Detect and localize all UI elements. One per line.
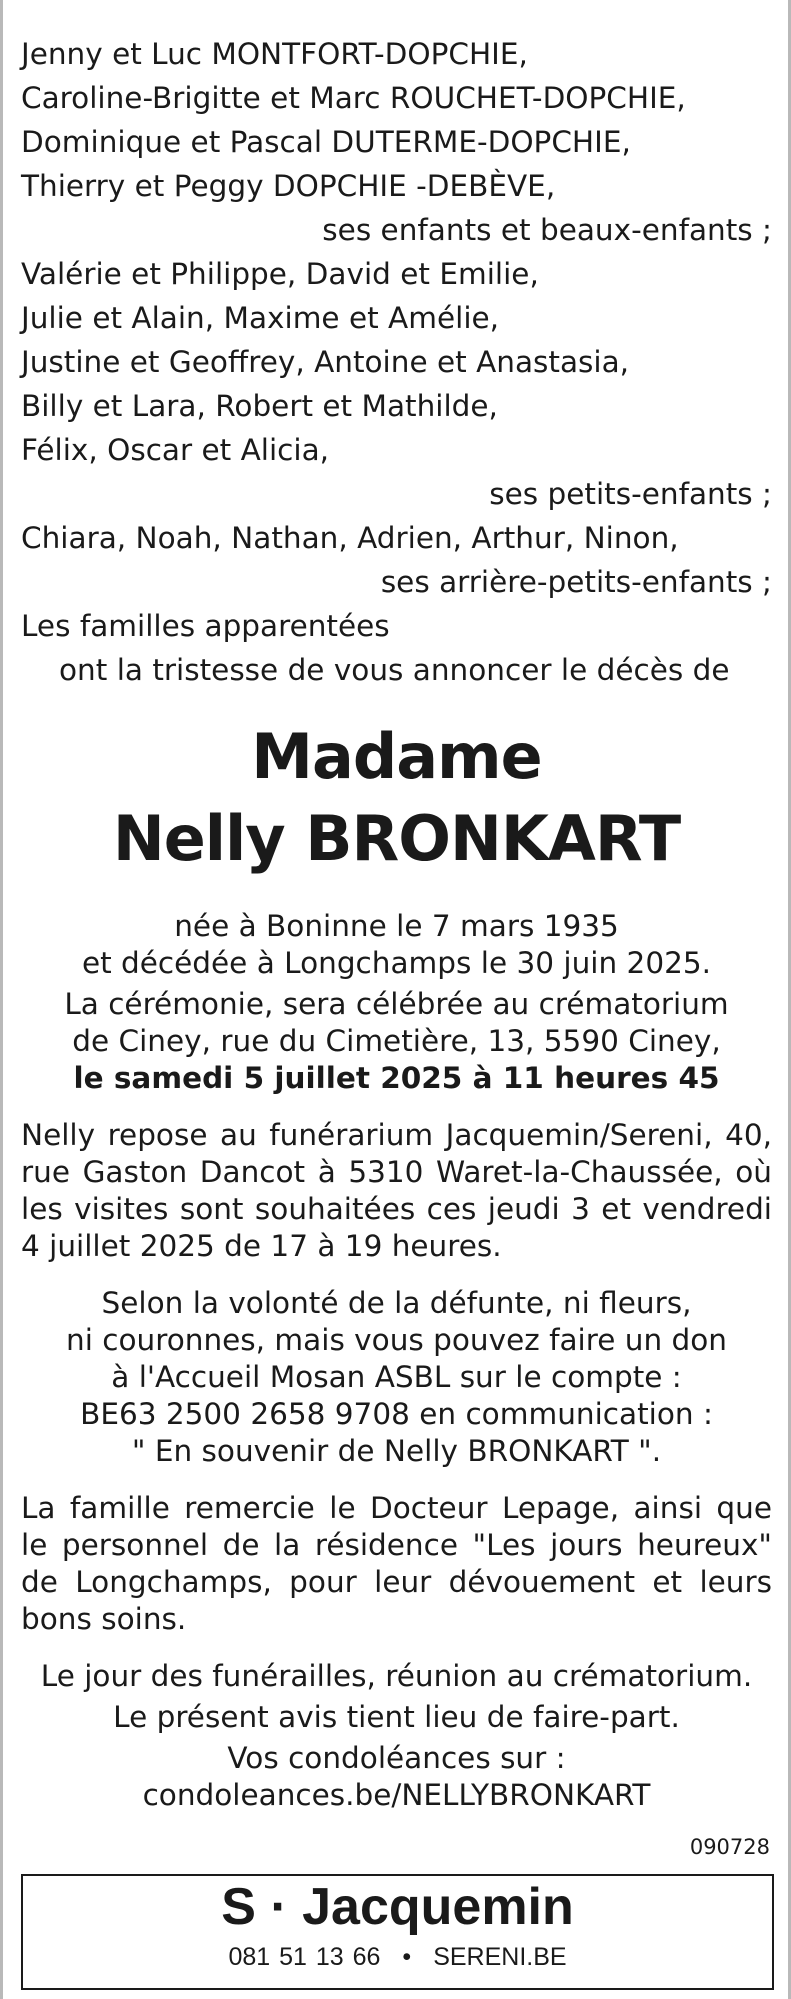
funeral-home-logo: S · Jacquemin [221, 1878, 574, 1936]
announcement-line: ont la tristesse de vous annoncer le décès de [59, 653, 730, 687]
deceased-name-block [21, 716, 772, 880]
grandchildren-line: Justine et Geoffrey, Antoine et Anastasia, [21, 345, 630, 379]
ceremony-info [21, 986, 772, 1097]
visitation-paragraph: Nelly repose au funérarium Jacquemin/Sereni, 40, rue Gaston Dancot à 5310 Waret-la-Chaussée, où les visites sont souhaitées ces jeudi 3 et vendredi 4 juillet 2025 de 17 à 19 heures. [21, 1118, 772, 1263]
deceased-name: Nelly BRONKART [112, 802, 681, 875]
reunion-line: Le jour des funérailles, réunion au crématorium. [40, 1659, 753, 1693]
life-dates [21, 908, 772, 982]
death-line: et décédée à Longchamps le 30 juin 2025. [81, 946, 712, 980]
funeral-home-banner [21, 1874, 774, 1990]
children-line: Caroline-Brigitte et Marc ROUCHET-DOPCHIE, [21, 81, 686, 115]
condolences-label: Vos condoléances sur : [227, 1741, 566, 1775]
funeral-home-phone: 081 51 13 66 [228, 1943, 381, 1971]
children-line: Jenny et Luc MONTFORT-DOPCHIE, [21, 37, 528, 71]
donation-line: Selon la volonté de la défunte, ni fleurs, [101, 1286, 692, 1320]
deceased-title: Madame [251, 720, 542, 793]
donation-info [21, 1285, 772, 1470]
donation-line: à l'Accueil Mosan ASBL sur le compte : [111, 1360, 682, 1394]
great-grandchildren-label: ses arrière-petits-enfants ; [380, 565, 772, 599]
notice-body [3, 0, 788, 1814]
donation-account: BE63 2500 2658 9708 en communication : [80, 1397, 713, 1431]
birth-line: née à Boninne le 7 mars 1935 [174, 909, 619, 943]
donation-line: " En souvenir de Nelly BRONKART ". [131, 1434, 662, 1468]
children-list [21, 32, 772, 252]
ceremony-line: de Ciney, rue du Cimetière, 13, 5590 Ciney, [72, 1024, 721, 1058]
grandchildren-line: Félix, Oscar et Alicia, [21, 433, 330, 467]
children-line: Thierry et Peggy DOPCHIE -DEBÈVE, [21, 169, 556, 203]
reference-number: 090728 [689, 1835, 770, 1859]
grandchildren-line: Billy et Lara, Robert et Mathilde, [21, 389, 498, 423]
children-line: Dominique et Pascal DUTERME-DOPCHIE, [21, 125, 631, 159]
thanks-paragraph: La famille remercie le Docteur Lepage, ainsi que le personnel de la résidence "Les jours heureux" de Longchamps, pour leur dévouement et leurs bons soins. [21, 1491, 772, 1636]
grandchildren-line: Valérie et Philippe, David et Emilie, [21, 257, 539, 291]
closing-info [21, 1658, 772, 1814]
grandchildren-line: Julie et Alain, Maxime et Amélie, [21, 301, 500, 335]
faire-part-line: Le présent avis tient lieu de faire-part. [113, 1700, 680, 1734]
children-label: ses enfants et beaux-enfants ; [322, 213, 772, 247]
bullet-separator: • [402, 1943, 412, 1971]
great-grandchildren-line: Chiara, Noah, Nathan, Adrien, Arthur, Ninon, [21, 521, 679, 555]
donation-line: ni couronnes, mais vous pouvez faire un don [66, 1323, 727, 1357]
condolences-link[interactable]: condoleances.be/NELLYBRONKART [142, 1778, 651, 1812]
ceremony-date-time: le samedi 5 juillet 2025 à 11 heures 45 [73, 1061, 720, 1095]
grandchildren-list [21, 252, 772, 516]
grandchildren-label: ses petits-enfants ; [489, 477, 772, 511]
ceremony-line: La cérémonie, sera célébrée au crématorium [64, 987, 729, 1021]
funeral-home-website[interactable]: SERENI.BE [433, 1943, 567, 1971]
funeral-home-contact [23, 1942, 772, 1972]
relatives-line: Les familles apparentées [21, 609, 390, 643]
great-grandchildren-list [21, 516, 772, 604]
